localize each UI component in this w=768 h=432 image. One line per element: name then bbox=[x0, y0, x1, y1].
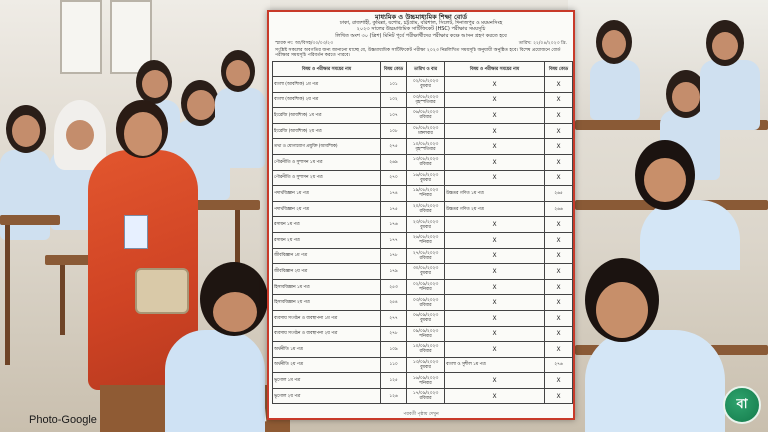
id-badge bbox=[124, 215, 148, 249]
code-2-cell: X bbox=[545, 326, 573, 342]
code-2-cell: X bbox=[545, 154, 573, 170]
subject-cell: বাংলা (আবশ্যিক) ২য় পত্র bbox=[273, 92, 381, 108]
photo-credit: Photo-Google bbox=[29, 414, 97, 426]
subject-2-cell: X bbox=[445, 264, 545, 280]
subject-cell: জীববিজ্ঞান ১ম পত্র bbox=[273, 248, 381, 264]
date-cell: ২০/০৮/২০২৩ রবিবার bbox=[407, 201, 445, 217]
date-cell: ২৩/০৮/২০২৩ বুধবার bbox=[407, 217, 445, 233]
code-cell: ১২৫ bbox=[381, 373, 407, 389]
subject-cell: বাংলা (আবশ্যিক) ১ম পত্র bbox=[273, 77, 381, 93]
code-2-cell: X bbox=[545, 92, 573, 108]
front-student-face bbox=[213, 292, 257, 332]
code-cell: ১০৭ bbox=[381, 108, 407, 124]
schedule-row bbox=[273, 264, 573, 280]
subject-cell: তথ্য ও যোগাযোগ প্রযুক্তি (আবশ্যিক) bbox=[273, 139, 381, 155]
schedule-row bbox=[273, 217, 573, 233]
code-2-cell: ২৬৬ bbox=[545, 201, 573, 217]
date-cell: ০৮/০৮/২০২৩ মঙ্গলবার bbox=[407, 123, 445, 139]
code-cell: ১০১ bbox=[381, 77, 407, 93]
front-student-body bbox=[165, 330, 265, 432]
subject-2-cell: X bbox=[445, 123, 545, 139]
code-cell: ২৫৩ bbox=[381, 279, 407, 295]
schedule-row bbox=[273, 139, 573, 155]
notice-intro: সংশ্লিষ্ট সকলের অবগতির জন্য জানানো যাচ্ছে যে, উচ্চমাধ্যমিক সার্টিফিকেট পরীক্ষা ২০২৩ নিম্নলিখিত সময়সূচি অনুযায়ী অনুষ্ঠিত হবে। বিশেষ প্রয়োজনে বোর্ড পরীক্ষার সময়সূচি পরিবর্তন করতে পারবে। bbox=[275, 47, 561, 59]
subject-cell: ব্যবসায় সংগঠন ও ব্যবস্থাপনা ২য় পত্র bbox=[273, 326, 381, 342]
student-face bbox=[644, 158, 686, 202]
schedule-row bbox=[273, 154, 573, 170]
subject-2-cell: উচ্চতর গণিত ২য় পত্র bbox=[445, 201, 545, 217]
notice-meta bbox=[269, 39, 573, 47]
subject-2-cell: বাংলা ও সুশীল ১ম পত্র bbox=[445, 357, 545, 373]
schedule-header-row bbox=[273, 62, 573, 77]
subject-cell: পৌরনীতি ও সুশাসন ১ম পত্র bbox=[273, 154, 381, 170]
code-cell: ২৫৪ bbox=[381, 295, 407, 311]
student-body bbox=[640, 200, 740, 270]
student-face bbox=[596, 282, 648, 338]
notice-date: তারিখ: ২২/০৪/২০২৩ খ্রি. bbox=[518, 40, 567, 46]
handbag bbox=[135, 268, 189, 314]
subject-2-cell: X bbox=[445, 310, 545, 326]
subject-cell: জীববিজ্ঞান ২য় পত্র bbox=[273, 264, 381, 280]
code-cell: ১১০ bbox=[381, 357, 407, 373]
date-cell: ০২/০৮/২০২৩ বুধবার bbox=[407, 77, 445, 93]
subject-cell: ব্যবসায় সংগঠন ও ব্যবস্থাপনা ১ম পত্র bbox=[273, 310, 381, 326]
code-cell: ১৭৮ bbox=[381, 248, 407, 264]
notice-instruction: লিখিত অংশ ৩০ (ত্রিশ) মিনিট পূর্বে পরীক্ষার্থীদের পরীক্ষার কক্ষে আসন গ্রহণ করতে হবে bbox=[335, 32, 507, 39]
code-2-cell: X bbox=[545, 217, 573, 233]
subject-cell: রসায়ন ১ম পত্র bbox=[273, 217, 381, 233]
subject-2-cell: X bbox=[445, 217, 545, 233]
subject-cell: হিসাববিজ্ঞান ১ম পত্র bbox=[273, 279, 381, 295]
code-cell: ২৭৮ bbox=[381, 326, 407, 342]
schedule-row bbox=[273, 342, 573, 358]
date-cell: ০২/০৯/২০২৩ শনিবার bbox=[407, 279, 445, 295]
publisher-logo-icon: বা bbox=[723, 386, 761, 424]
date-cell: ১৬/০৯/২০২৩ শনিবার bbox=[407, 373, 445, 389]
code-cell: ২৭৫ bbox=[381, 139, 407, 155]
code-cell: ১০৮ bbox=[381, 123, 407, 139]
schedule-row bbox=[273, 92, 573, 108]
schedule-row bbox=[273, 295, 573, 311]
subject-2-cell: X bbox=[445, 388, 545, 404]
reference-number: স্মারক নং: আ/বিসহ/৩০/০৩/২৩ bbox=[275, 40, 334, 46]
subject-2-cell: X bbox=[445, 373, 545, 389]
subject-cell: পদার্থবিজ্ঞান ২য় পত্র bbox=[273, 201, 381, 217]
code-2-cell: X bbox=[545, 373, 573, 389]
date-cell: ৩০/০৮/২০২৩ বুধবার bbox=[407, 264, 445, 280]
subject-2-cell: উচ্চতর গণিত ১ম পত্র bbox=[445, 186, 545, 202]
subject-cell: ইংরেজি (আবশ্যিক) ১ম পত্র bbox=[273, 108, 381, 124]
student-body bbox=[585, 330, 725, 432]
code-2-cell: ২৭৬ bbox=[545, 357, 573, 373]
code-cell: ১২৬ bbox=[381, 388, 407, 404]
subject-2-cell: X bbox=[445, 92, 545, 108]
subject-2-cell: X bbox=[445, 342, 545, 358]
col-code-2: বিষয় কোড bbox=[545, 62, 573, 77]
schedule-table bbox=[272, 61, 573, 404]
date-cell: ০৩/০৯/২০২৩ রবিবার bbox=[407, 295, 445, 311]
code-cell: ২৭০ bbox=[381, 170, 407, 186]
subject-cell: অর্থনীতি ১ম পত্র bbox=[273, 342, 381, 358]
schedule-row bbox=[273, 373, 573, 389]
schedule-row bbox=[273, 326, 573, 342]
code-2-cell: X bbox=[545, 123, 573, 139]
subject-cell: পৌরনীতি ও সুশাসন ২য় পত্র bbox=[273, 170, 381, 186]
desk bbox=[190, 200, 260, 210]
code-cell: ২৬৯ bbox=[381, 154, 407, 170]
subject-2-cell: X bbox=[445, 326, 545, 342]
code-2-cell: X bbox=[545, 342, 573, 358]
code-2-cell: X bbox=[545, 388, 573, 404]
schedule-row bbox=[273, 108, 573, 124]
subject-2-cell: X bbox=[445, 295, 545, 311]
col-code: বিষয় কোড bbox=[381, 62, 407, 77]
code-2-cell: X bbox=[545, 310, 573, 326]
subject-2-cell: X bbox=[445, 232, 545, 248]
date-cell: ১০/০৮/২০২৩ বৃহস্পতিবার bbox=[407, 139, 445, 155]
code-cell: ১০৯ bbox=[381, 342, 407, 358]
subject-cell: অর্থনীতি ২য় পত্র bbox=[273, 357, 381, 373]
col-subject: বিষয় ও পরীক্ষার সময়ের নাম bbox=[273, 62, 381, 77]
window bbox=[60, 0, 102, 74]
subject-2-cell: X bbox=[445, 248, 545, 264]
notice-title: ২০২৩ সালের উচ্চমাধ্যমিক সার্টিফিকেট (HSC) পরীক্ষার সময়সূচি bbox=[356, 26, 486, 33]
date-cell: ১৩/০৯/২০২৩ বুধবার bbox=[407, 357, 445, 373]
code-2-cell: X bbox=[545, 295, 573, 311]
notice-footer: পরবর্তী পৃষ্ঠায় দেখুন bbox=[269, 412, 573, 418]
date-cell: ২৬/০৮/২০২৩ শনিবার bbox=[407, 232, 445, 248]
code-cell: ১৭৭ bbox=[381, 232, 407, 248]
code-cell: ২৭৭ bbox=[381, 310, 407, 326]
schedule-row bbox=[273, 123, 573, 139]
code-2-cell: X bbox=[545, 139, 573, 155]
code-cell: ১৭৫ bbox=[381, 201, 407, 217]
subject-cell: ইংরেজি (আবশ্যিক) ২য় পত্র bbox=[273, 123, 381, 139]
code-2-cell: X bbox=[545, 248, 573, 264]
date-cell: ১৩/০৮/২০২৩ রবিবার bbox=[407, 154, 445, 170]
subject-2-cell: X bbox=[445, 108, 545, 124]
col-date: তারিখ ও বার bbox=[407, 62, 445, 77]
schedule-row bbox=[273, 357, 573, 373]
col-subject-2: বিষয় ও পরীক্ষার সময়ের নাম bbox=[445, 62, 545, 77]
subject-2-cell: X bbox=[445, 77, 545, 93]
code-2-cell: X bbox=[545, 170, 573, 186]
date-cell: ০৬/০৯/২০২৩ বুধবার bbox=[407, 310, 445, 326]
code-2-cell: ২৬৫ bbox=[545, 186, 573, 202]
schedule-row bbox=[273, 201, 573, 217]
date-cell: ০৯/০৯/২০২৩ শনিবার bbox=[407, 326, 445, 342]
subject-2-cell: X bbox=[445, 279, 545, 295]
board-list: ঢাকা, রাজশাহী, কুমিল্লা, যশোর, চট্টগ্রাম, বরিশাল, সিলেট, দিনাজপুর ও ময়মনসিংহ bbox=[339, 20, 503, 27]
subject-2-cell: X bbox=[445, 170, 545, 186]
schedule-row bbox=[273, 388, 573, 404]
subject-cell: হিসাববিজ্ঞান ২য় পত্র bbox=[273, 295, 381, 311]
subject-cell: ভূগোল ১ম পত্র bbox=[273, 373, 381, 389]
schedule-row bbox=[273, 77, 573, 93]
code-2-cell: X bbox=[545, 77, 573, 93]
code-2-cell: X bbox=[545, 108, 573, 124]
code-cell: ১০২ bbox=[381, 92, 407, 108]
subject-cell: ভূগোল ২য় পত্র bbox=[273, 388, 381, 404]
code-cell: ১৭৯ bbox=[381, 264, 407, 280]
code-2-cell: X bbox=[545, 279, 573, 295]
date-cell: ০৬/০৮/২০২৩ রবিবার bbox=[407, 108, 445, 124]
desk bbox=[0, 215, 60, 225]
exam-schedule-notice bbox=[267, 10, 575, 420]
schedule-row bbox=[273, 170, 573, 186]
date-cell: ১৭/০৯/২০২৩ রবিবার bbox=[407, 388, 445, 404]
schedule-row bbox=[273, 186, 573, 202]
code-cell: ১৭৬ bbox=[381, 217, 407, 233]
subject-cell: রসায়ন ২য় পত্র bbox=[273, 232, 381, 248]
date-cell: ১০/০৯/২০২৩ রবিবার bbox=[407, 342, 445, 358]
schedule-row bbox=[273, 279, 573, 295]
schedule-row bbox=[273, 248, 573, 264]
date-cell: ১৯/০৮/২০২৩ শনিবার bbox=[407, 186, 445, 202]
code-2-cell: X bbox=[545, 232, 573, 248]
schedule-body bbox=[273, 77, 573, 404]
schedule-row bbox=[273, 310, 573, 326]
date-cell: ০৩/০৮/২০২৩ বৃহস্পতিবার bbox=[407, 92, 445, 108]
subject-cell: পদার্থবিজ্ঞান ১ম পত্র bbox=[273, 186, 381, 202]
date-cell: ১৬/০৮/২০২৩ বুধবার bbox=[407, 170, 445, 186]
date-cell: ২৭/০৮/২০২৩ রবিবার bbox=[407, 248, 445, 264]
code-2-cell: X bbox=[545, 264, 573, 280]
notice-header bbox=[269, 12, 573, 39]
subject-2-cell: X bbox=[445, 139, 545, 155]
invigilator-face bbox=[124, 112, 162, 156]
subject-2-cell: X bbox=[445, 154, 545, 170]
schedule-row bbox=[273, 232, 573, 248]
board-name: মাধ্যমিক ও উচ্চমাধ্যমিক শিক্ষা বোর্ড bbox=[375, 13, 467, 21]
code-cell: ১৭৪ bbox=[381, 186, 407, 202]
